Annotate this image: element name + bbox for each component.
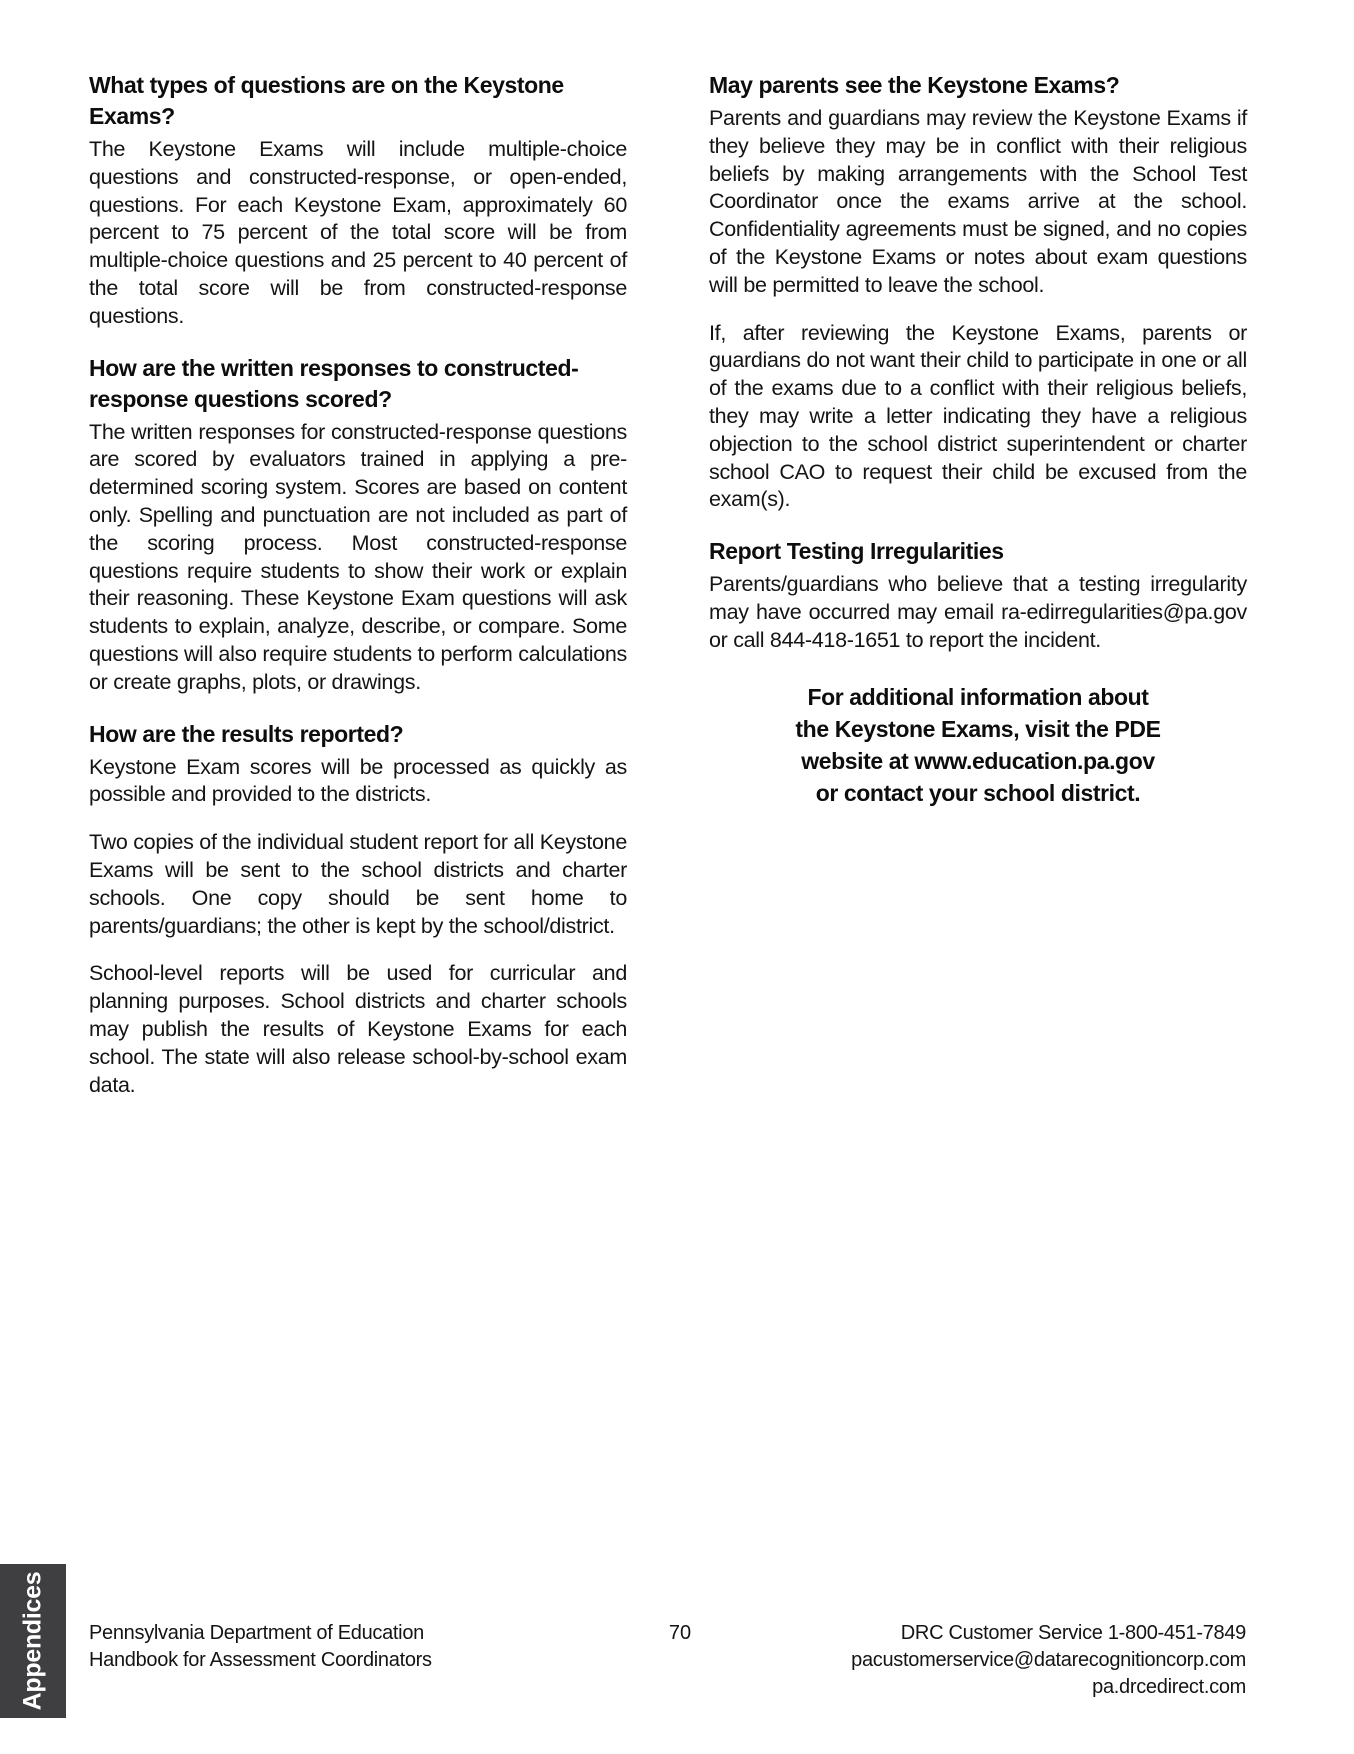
section-heading: How are the results reported?	[89, 720, 404, 747]
section-paragraph: The Keystone Exams will include multiple-choice questions and constructed-response, or open-ended, questions. For each Keystone Exam, approximately 60 percent to 75 percent of the total score will be from multiple-choice questions and 25 percent to 40 percent of the total score will be from constructed-response questions.	[89, 137, 627, 328]
section-scoring	[89, 353, 627, 697]
footer-customer-service: DRC Customer Service 1-800-451-7849	[900, 1622, 1246, 1644]
section-paragraph: Parents/guardians who believe that a testing irregularity may have occurred may email ra-edirregularities@pa.gov or call 844-418-1651 to report the incident.	[709, 572, 1247, 652]
footer-email: pacustomerservice@datarecognitioncorp.com	[851, 1649, 1246, 1671]
side-tab-label: Appendices	[18, 1571, 47, 1711]
callout-line: the Keystone Exams, visit the PDE	[795, 715, 1161, 742]
section-paragraph: Two copies of the individual student report for all Keystone Exams will be sent to the school districts and charter schools. One copy should be sent home to parents/guardians; the other is kept by the school/district.	[89, 830, 627, 938]
callout-line: or contact your school district.	[815, 779, 1141, 806]
footer-department: Pennsylvania Department of Education	[89, 1622, 424, 1644]
section-heading: Report Testing Irregularities	[709, 538, 1004, 565]
callout-line: website at www.education.pa.gov	[801, 747, 1155, 774]
callout-line: For additional information about	[807, 683, 1149, 710]
section-heading: May parents see the Keystone Exams?	[709, 72, 1120, 98]
section-question-types	[89, 70, 627, 331]
right-column	[709, 70, 1247, 809]
footer-website: pa.drcedirect.com	[1092, 1676, 1246, 1698]
additional-info-callout	[758, 681, 1198, 809]
section-paragraph: School-level reports will be used for curricular and planning purposes. School districts and charter schools may publish the results of Keystone Exams for each school. The state will also release school-by-school exam data.	[89, 961, 627, 1097]
section-heading: How are the written responses to constructed-response questions scored?	[89, 354, 579, 412]
footer-publisher	[89, 1620, 432, 1674]
section-paragraph: Keystone Exam scores will be processed as quickly as possible and provided to the districts.	[89, 754, 627, 807]
section-testing-irregularities	[709, 536, 1247, 654]
section-heading: What types of questions are on the Keystone Exams?	[89, 72, 564, 129]
section-results-reported	[89, 719, 627, 1100]
footer-contact	[851, 1620, 1246, 1701]
section-paragraph: If, after reviewing the Keystone Exams, parents or guardians do not want their child to participate in one or all of the exams due to a conflict with their religious beliefs, they may write a letter indicating they have a religious objection to the school district superintendent or charter school CAO to request their child be excused from the exam(s).	[709, 320, 1247, 512]
footer-handbook-title: Handbook for Assessment Coordinators	[89, 1649, 432, 1671]
section-parents-see-exams	[709, 70, 1247, 514]
section-paragraph: Parents and guardians may review the Keystone Exams if they believe they may be in conflict with their religious beliefs by making arrangements with the School Test Coordinator once the exams arrive at the school. Confidentiality agreements must be signed, and no copies of the Keystone Exams or notes about exam questions will be permitted to leave the school.	[709, 106, 1247, 297]
left-column	[89, 70, 627, 1121]
appendices-side-tab	[0, 1564, 66, 1718]
section-paragraph: The written responses for constructed-response questions are scored by evaluators trained in applying a pre-determined scoring system. Scores are based on content only. Spelling and punctuation are not included as part of the scoring process. Most constructed-response questions require students to show their work or explain their reasoning. These Keystone Exam questions will ask students to explain, analyze, describe, or compare. Some questions will also require students to perform calculations or create graphs, plots, or drawings.	[89, 419, 627, 694]
page-number: 70	[668, 1622, 692, 1644]
